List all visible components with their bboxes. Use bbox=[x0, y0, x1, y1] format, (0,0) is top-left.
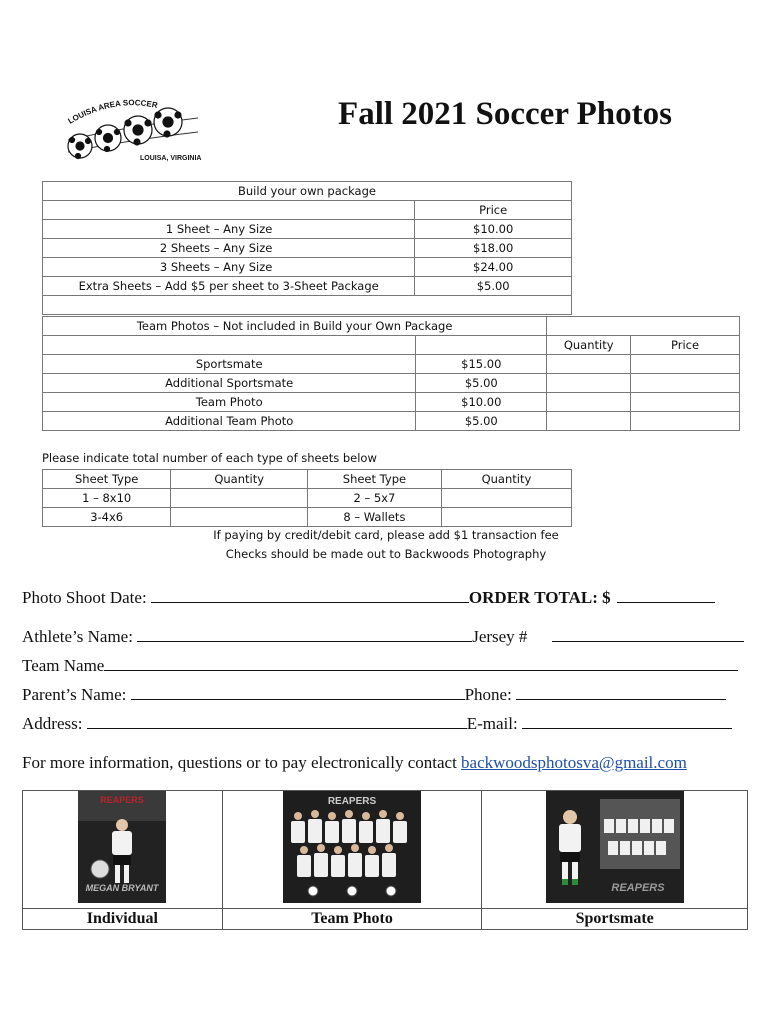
package-header: Build your own package bbox=[43, 182, 572, 201]
order-total-label: ORDER TOTAL: $ bbox=[468, 588, 611, 607]
team-photo-label: REAPERS bbox=[327, 796, 377, 807]
team-quantity-cell[interactable] bbox=[547, 355, 631, 374]
team-photo bbox=[283, 791, 421, 903]
sportsmate-caption: Sportsmate bbox=[482, 909, 748, 930]
individual-caption: Individual bbox=[23, 909, 223, 930]
contact-text: For more information, questions or to pay electronically contact bbox=[22, 753, 462, 772]
team-item: Additional Sportsmate bbox=[43, 374, 416, 393]
team-quantity-cell[interactable] bbox=[547, 412, 631, 431]
team-price: $15.00 bbox=[416, 355, 547, 374]
sheet-types-table bbox=[42, 469, 572, 527]
shoot-date-row bbox=[22, 588, 715, 608]
page-title: Fall 2021 Soccer Photos bbox=[338, 96, 672, 132]
package-price: $5.00 bbox=[415, 277, 572, 296]
sheet-type-header: Sheet Type bbox=[43, 470, 171, 489]
sheet-type: 3-4x6 bbox=[43, 508, 171, 527]
table-row bbox=[43, 220, 572, 239]
logo bbox=[60, 96, 210, 164]
team-item: Sportsmate bbox=[43, 355, 416, 374]
team-photo-cell bbox=[222, 791, 482, 909]
team-total-cell[interactable] bbox=[631, 374, 740, 393]
sportsmate-team-label: REAPERS bbox=[611, 882, 665, 894]
package-table bbox=[42, 181, 572, 315]
team-item: Additional Team Photo bbox=[43, 412, 416, 431]
athlete-name-field[interactable] bbox=[137, 627, 472, 642]
table-row bbox=[43, 277, 572, 296]
package-price: $10.00 bbox=[415, 220, 572, 239]
package-item: 2 Sheets – Any Size bbox=[43, 239, 415, 258]
payment-note: If paying by credit/debit card, please add $1 transaction fee bbox=[213, 528, 559, 542]
team-price: $10.00 bbox=[416, 393, 547, 412]
soccer-balls-logo bbox=[60, 96, 210, 164]
team-name-label: Team Name bbox=[22, 656, 105, 675]
sheet-type: 1 – 8x10 bbox=[43, 489, 171, 508]
sheet-quantity-header-2: Quantity bbox=[441, 470, 571, 489]
package-item: 3 Sheets – Any Size bbox=[43, 258, 415, 277]
team-total-cell[interactable] bbox=[631, 412, 740, 431]
photo-samples-table bbox=[22, 790, 748, 930]
phone-label: Phone: bbox=[464, 685, 517, 704]
order-total-field[interactable] bbox=[617, 588, 715, 603]
athlete-row bbox=[22, 627, 744, 647]
sheet-type: 8 – Wallets bbox=[308, 508, 442, 527]
team-item: Team Photo bbox=[43, 393, 416, 412]
team-quantity-cell[interactable] bbox=[547, 374, 631, 393]
sportsmate-photo-cell bbox=[482, 791, 748, 909]
jersey-field[interactable] bbox=[552, 627, 744, 642]
parent-row bbox=[22, 685, 726, 705]
table-row bbox=[43, 393, 740, 412]
team-name-row bbox=[22, 656, 738, 676]
sheet-quantity-cell[interactable] bbox=[171, 489, 308, 508]
address-label: Address: bbox=[22, 714, 87, 733]
team-name-field[interactable] bbox=[104, 656, 738, 671]
table-row bbox=[43, 258, 572, 277]
jersey-label: Jersey # bbox=[472, 627, 528, 646]
package-item: Extra Sheets – Add $5 per sheet to 3-Sheet Package bbox=[43, 277, 415, 296]
address-row bbox=[22, 714, 732, 734]
team-total-cell[interactable] bbox=[631, 355, 740, 374]
sportsmate-photo bbox=[546, 791, 684, 903]
shoot-date-field[interactable] bbox=[151, 588, 469, 603]
email-field[interactable] bbox=[522, 714, 732, 729]
team-total-cell[interactable] bbox=[631, 393, 740, 412]
package-price: $24.00 bbox=[415, 258, 572, 277]
table-row bbox=[43, 355, 740, 374]
team-price: $5.00 bbox=[416, 412, 547, 431]
logo-sub-text: LOUISA, VIRGINIA bbox=[140, 155, 202, 162]
sheet-type: 2 – 5x7 bbox=[308, 489, 442, 508]
checks-note: Checks should be made out to Backwoods Photography bbox=[225, 547, 547, 561]
individual-photo-cell bbox=[23, 791, 223, 909]
team-price: $5.00 bbox=[416, 374, 547, 393]
table-row bbox=[43, 489, 572, 508]
parent-label: Parent’s Name: bbox=[22, 685, 131, 704]
package-price: $18.00 bbox=[415, 239, 572, 258]
athlete-label: Athlete’s Name: bbox=[22, 627, 138, 646]
table-row bbox=[43, 412, 740, 431]
logo-arc-text: LOUISA AREA SOCCER bbox=[66, 98, 159, 126]
contact-row bbox=[22, 753, 687, 773]
team-quantity-header: Quantity bbox=[547, 336, 631, 355]
table-row bbox=[43, 508, 572, 527]
package-item: 1 Sheet – Any Size bbox=[43, 220, 415, 239]
team-photos-table bbox=[42, 316, 740, 431]
team-header: Team Photos – Not included in Build your Own Package bbox=[43, 317, 547, 336]
sheets-instruction: Please indicate total number of each type of sheets below bbox=[42, 451, 377, 465]
sheet-type-header-2: Sheet Type bbox=[308, 470, 442, 489]
sheet-quantity-cell[interactable] bbox=[441, 508, 571, 527]
team-quantity-cell[interactable] bbox=[547, 393, 631, 412]
address-field[interactable] bbox=[87, 714, 467, 729]
parent-name-field[interactable] bbox=[131, 685, 465, 700]
table-row bbox=[43, 374, 740, 393]
player-name-text: MEGAN BRYANT bbox=[86, 883, 159, 893]
team-photo-caption: Team Photo bbox=[222, 909, 482, 930]
team-price-header: Price bbox=[631, 336, 740, 355]
package-price-header: Price bbox=[415, 201, 572, 220]
sheet-quantity-header: Quantity bbox=[171, 470, 308, 489]
email-label: E-mail: bbox=[466, 714, 522, 733]
table-row bbox=[43, 239, 572, 258]
phone-field[interactable] bbox=[516, 685, 726, 700]
individual-team-label: REAPERS bbox=[100, 795, 145, 805]
individual-photo bbox=[78, 791, 166, 903]
contact-email-link[interactable]: backwoodsphotosva@gmail.com bbox=[461, 753, 687, 772]
sheet-quantity-cell[interactable] bbox=[171, 508, 308, 527]
shoot-date-label: Photo Shoot Date: bbox=[22, 588, 151, 607]
sheet-quantity-cell[interactable] bbox=[441, 489, 571, 508]
